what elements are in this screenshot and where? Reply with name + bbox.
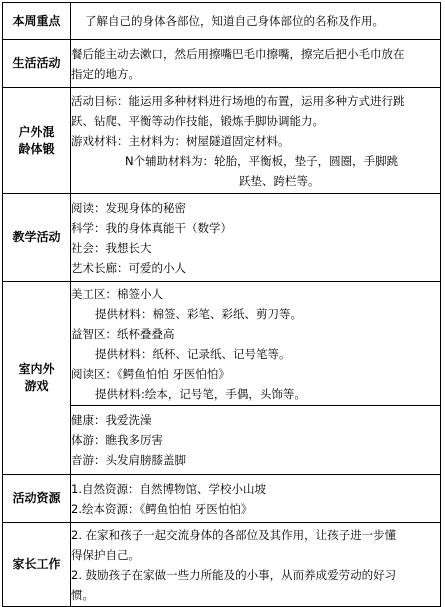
content-line: 游戏材料：主材料为：树屋隧道固定材料。 <box>71 133 290 148</box>
row-label <box>3 88 71 194</box>
row-content <box>71 3 441 40</box>
row-content <box>71 523 441 607</box>
row-label-text: 游戏 <box>24 379 49 393</box>
content-line: 得保护自己。 <box>71 547 140 562</box>
row-content <box>71 406 441 475</box>
content-line: 惯。 <box>71 587 94 602</box>
table-row-parent-work <box>3 523 441 607</box>
row-label <box>3 282 71 475</box>
row-content <box>71 194 441 282</box>
content-line: 了解自己的身体各部位，知道自己身体部位的名称及作用。 <box>85 14 384 28</box>
row-label <box>3 3 71 40</box>
row-content <box>71 88 441 194</box>
content-line: 2. 鼓励孩子在家做一些力所能及的小事，从而养成爱劳动的好习 <box>71 567 397 582</box>
table-row-teaching <box>3 194 441 282</box>
row-label <box>3 194 71 282</box>
row-label-text: 本周重点 <box>12 13 61 28</box>
row-label-text: 龄体锻 <box>18 141 55 156</box>
content-line: N个辅助材料为：轮胎，平衡板，垫子，圆圈，手脚跳 <box>125 153 399 168</box>
content-line: 2. 在家和孩子一起交流身体的各部位及其作用，让孩子进一步懂 <box>71 527 397 542</box>
content-line: 跃、钻爬、平衡等动作技能，锻炼手脚协调能力。 <box>71 113 324 128</box>
row-label-text: 户外混 <box>18 124 55 139</box>
content-line: 提供材料：棉签、彩笔、彩纸、剪刀等。 <box>95 306 302 321</box>
content-line: 美工区：棉签小人 <box>71 286 163 301</box>
table-row-games <box>3 282 441 406</box>
row-label-text: 室内外 <box>18 362 55 376</box>
content-line: 阅读区：《鳄鱼怕怕 牙医怕怕》 <box>71 366 230 381</box>
content-line: 体游：瞧我多厉害 <box>71 433 163 447</box>
row-label-text: 活动资源 <box>12 491 61 505</box>
content-line: 2.绘本资源：《鳄鱼怕怕 牙医怕怕》 <box>71 501 253 516</box>
content-line: 艺术长廊：可爱的小人 <box>71 260 186 275</box>
content-line: 餐后能主动去漱口，然后用擦嘴巴毛巾擦嘴，擦完后把小毛巾放在 <box>71 46 405 61</box>
row-label-text: 教学活动 <box>12 230 61 244</box>
content-line: 活动目标：能运用多种材料进行场地的布置，运用多种方式进行跳 <box>71 93 405 108</box>
row-content <box>71 40 441 88</box>
content-line: 益智区：纸杯叠叠高 <box>71 326 175 341</box>
content-line: 音游：头发肩膀膝盖脚 <box>71 453 186 467</box>
table-row-daily-life <box>3 40 441 88</box>
content-line: 指定的地方。 <box>71 66 140 81</box>
row-label-text: 生活活动 <box>12 56 61 70</box>
row-label-text: 家长工作 <box>12 557 61 571</box>
weekly-plan-table <box>2 2 441 607</box>
row-label <box>3 475 71 523</box>
row-content <box>71 282 441 406</box>
table-row-weekly-focus <box>3 3 441 40</box>
content-line: 提供材料：纸杯、记录纸、记号笔等。 <box>95 346 291 361</box>
row-content <box>71 475 441 523</box>
content-line: 健康：我爱洗澡 <box>71 413 152 427</box>
content-line: 科学：我的身体真能干（数学） <box>71 220 232 235</box>
table-row-resources <box>3 475 441 523</box>
content-line: 跃垫、跨栏等。 <box>239 173 320 188</box>
content-line: 社会：我想长大 <box>71 240 152 255</box>
row-label <box>3 523 71 607</box>
table-row-outdoor-exercise <box>3 88 441 194</box>
content-line: 阅读：发现身体的秘密 <box>71 200 186 215</box>
content-line: 1.自然资源：自然博物馆、学校小山坡 <box>71 481 266 496</box>
content-line: 提供材料:绘本，记号笔，手偶，头饰等。 <box>95 386 306 401</box>
row-label <box>3 40 71 88</box>
